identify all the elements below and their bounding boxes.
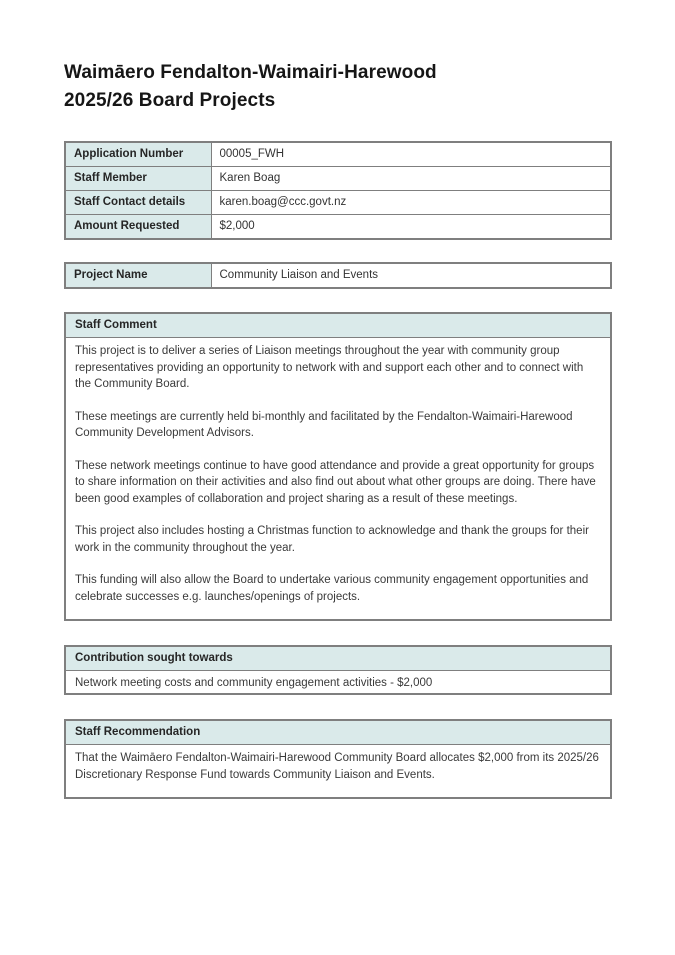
- project-name-label: Project Name: [65, 263, 211, 288]
- staff-comment-section: [64, 312, 612, 621]
- application-details-table: [64, 141, 612, 240]
- staff-member-label: Staff Member: [65, 167, 211, 191]
- staff-recommendation-section: [64, 719, 612, 799]
- contribution-heading: Contribution sought towards: [65, 646, 611, 671]
- table-row: [65, 263, 611, 288]
- amount-requested-value: $2,000: [211, 215, 611, 240]
- table-row: [65, 191, 611, 215]
- page-title-line2: 2025/26 Board Projects: [64, 90, 276, 111]
- page-title: [64, 59, 612, 115]
- page-title-line1: Waimāero Fendalton-Waimairi-Harewood: [64, 62, 437, 83]
- staff-comment-body: [65, 338, 611, 621]
- staff-contact-label: Staff Contact details: [65, 191, 211, 215]
- amount-requested-label: Amount Requested: [65, 215, 211, 240]
- staff-member-value: Karen Boag: [211, 167, 611, 191]
- section-body-row: [65, 671, 611, 695]
- staff-comment-paragraph: These meetings are currently held bi-monthly and facilitated by the Fendalton-Waimairi-Harewood Community Development Advisors.: [75, 410, 573, 439]
- contribution-body: Network meeting costs and community engagement activities - $2,000: [65, 671, 611, 695]
- staff-comment-paragraph: This project also includes hosting a Christmas function to acknowledge and thank the groups for their work in the community throughout the year.: [75, 525, 589, 554]
- staff-comment-paragraph: This funding will also allow the Board to undertake various community engagement opportunities and celebrate successes e.g. launches/openings of projects.: [75, 574, 589, 603]
- project-name-value: Community Liaison and Events: [211, 263, 611, 288]
- section-header-row: [65, 313, 611, 338]
- staff-comment-heading: Staff Comment: [65, 313, 611, 338]
- table-row: [65, 215, 611, 240]
- contribution-section: [64, 645, 612, 695]
- staff-recommendation-body: [65, 745, 611, 799]
- section-body-row: [65, 338, 611, 621]
- application-number-label: Application Number: [65, 142, 211, 167]
- section-header-row: [65, 720, 611, 745]
- staff-comment-paragraph: This project is to deliver a series of Liaison meetings throughout the year with community group representatives providing an opportunity to network with and support each other and to connect with the Community Board.: [75, 345, 584, 390]
- project-name-table: [64, 262, 612, 289]
- staff-comment-paragraph: These network meetings continue to have good attendance and provide a great opportunity for groups to share information on their activities and also find out about what other groups are doing. There have been good examples of collaboration and project sharing as a result of these meetings.: [75, 459, 596, 505]
- staff-recommendation-heading: Staff Recommendation: [65, 720, 611, 745]
- section-body-row: [65, 745, 611, 799]
- table-row: [65, 167, 611, 191]
- staff-contact-value: karen.boag@ccc.govt.nz: [211, 191, 611, 215]
- section-header-row: [65, 646, 611, 671]
- staff-recommendation-text: That the Waimāero Fendalton-Waimairi-Harewood Community Board allocates $2,000 from its 2025/26 Discretionary Response Fund towards Community Liaison and Events.: [75, 752, 599, 781]
- application-number-value: 00005_FWH: [211, 142, 611, 167]
- table-row: [65, 142, 611, 167]
